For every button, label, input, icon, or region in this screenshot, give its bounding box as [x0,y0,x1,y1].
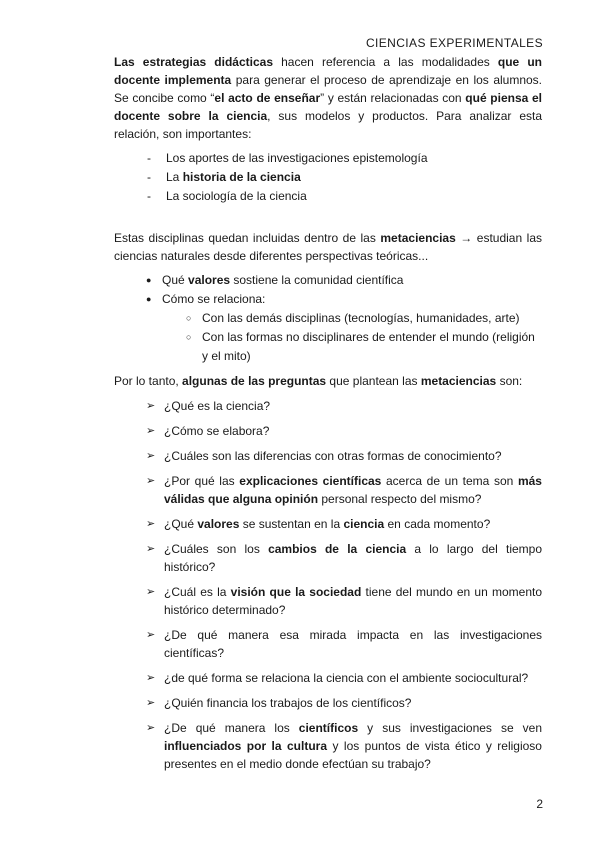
bullet-icon: ● [146,294,152,304]
arrow-bullet-icon: ➢ [146,425,156,437]
page-number: 2 [536,797,543,811]
list-item: ○ Con las demás disciplinas (tecnologías, humanidades, arte) [114,309,542,328]
arrow-bullet-icon: ➢ [146,697,156,709]
arrow-bullet-icon: ➢ [146,672,156,684]
arrow-bullet-icon: ➢ [146,450,156,462]
bullet-list [114,271,542,366]
circle-bullet-icon: ○ [186,313,192,323]
sub-list [114,309,542,366]
preguntas-paragraph: Por lo tanto, algunas de las preguntas que plantean las metaciencias son: [114,374,523,388]
list-item: ➢ ¿Cómo se elabora? [146,424,270,438]
questions-list [114,397,542,773]
list-item: - La historia de la ciencia [114,168,542,187]
list-item: ● Cómo se relaciona: ○ Con las demás disciplinas (tecnologías, humanidades, arte) ○ Con las formas no disciplinares de entender el mundo (religión y el mito) [114,290,542,366]
list-item: ➢ ¿De qué manera esa mirada impacta en las investigaciones científicas? [146,628,542,660]
list-item: ➢ ¿Quién financia los trabajos de los científicos? [146,696,412,710]
arrow-bullet-icon: ➢ [146,629,156,641]
arrow-bullet-icon: ➢ [146,475,156,487]
list-item: - La sociología de la ciencia [114,187,542,206]
list-item: ○ Con las formas no disciplinares de entender el mundo (religión y el mito) [186,330,535,363]
list-item: ➢ ¿Qué es la ciencia? [146,399,271,413]
dash-marker: - [147,151,151,165]
list-item: ➢ ¿De qué manera los científicos y sus investigaciones se ven influenciados por la cultura y los puntos de vista ético y religioso presentes en el medio donde efectúan su trabajo? [146,721,542,771]
page-header: CIENCIAS EXPERIMENTALES [365,36,543,50]
arrow-bullet-icon: ➢ [146,543,156,555]
list-item: - Los aportes de las investigaciones epistemología [114,149,542,168]
list-item: ➢ ¿Cuáles son los cambios de la ciencia a lo largo del tiempo histórico? [146,542,542,574]
list-item: ➢ ¿Cuáles son las diferencias con otras formas de conocimiento? [146,449,502,463]
list-item: ➢ ¿de qué forma se relaciona la ciencia con el ambiente sociocultural? [146,671,529,685]
dash-marker: - [147,170,151,184]
list-item: ➢ ¿Por qué las explicaciones científicas acerca de un tema son más válidas que alguna opinión personal respecto del mismo? [146,474,542,506]
list-item: ➢ ¿Cuál es la visión que la sociedad tiene del mundo en un momento histórico determinado? [146,585,542,617]
document-body [114,53,542,773]
list-item: ● Qué valores sostiene la comunidad científica [114,271,542,290]
list-item: ➢ ¿Qué valores se sustentan en la ciencia en cada momento? [146,517,491,531]
circle-bullet-icon: ○ [186,332,192,342]
bullet-icon: ● [146,275,152,285]
dash-marker: - [147,189,151,203]
arrow-bullet-icon: ➢ [146,722,156,734]
arrow-bullet-icon: ➢ [146,586,156,598]
arrow-bullet-icon: ➢ [146,518,156,530]
arrow-bullet-icon: ➢ [146,400,156,412]
metaciencias-paragraph: Estas disciplinas quedan incluidas dentro de las metaciencias → estudian las ciencias naturales desde diferentes perspectivas teóricas... [114,231,542,263]
intro-paragraph: Las estrategias didácticas hacen referencia a las modalidades que un docente implementa para generar el proceso de aprendizaje en los alumnos. Se concibe como “el acto de enseñar” y están relacionadas con qué piensa el docente sobre la ciencia, sus modelos y productos. Para analizar esta relación, son importantes: [114,55,543,141]
dash-list [114,149,542,206]
